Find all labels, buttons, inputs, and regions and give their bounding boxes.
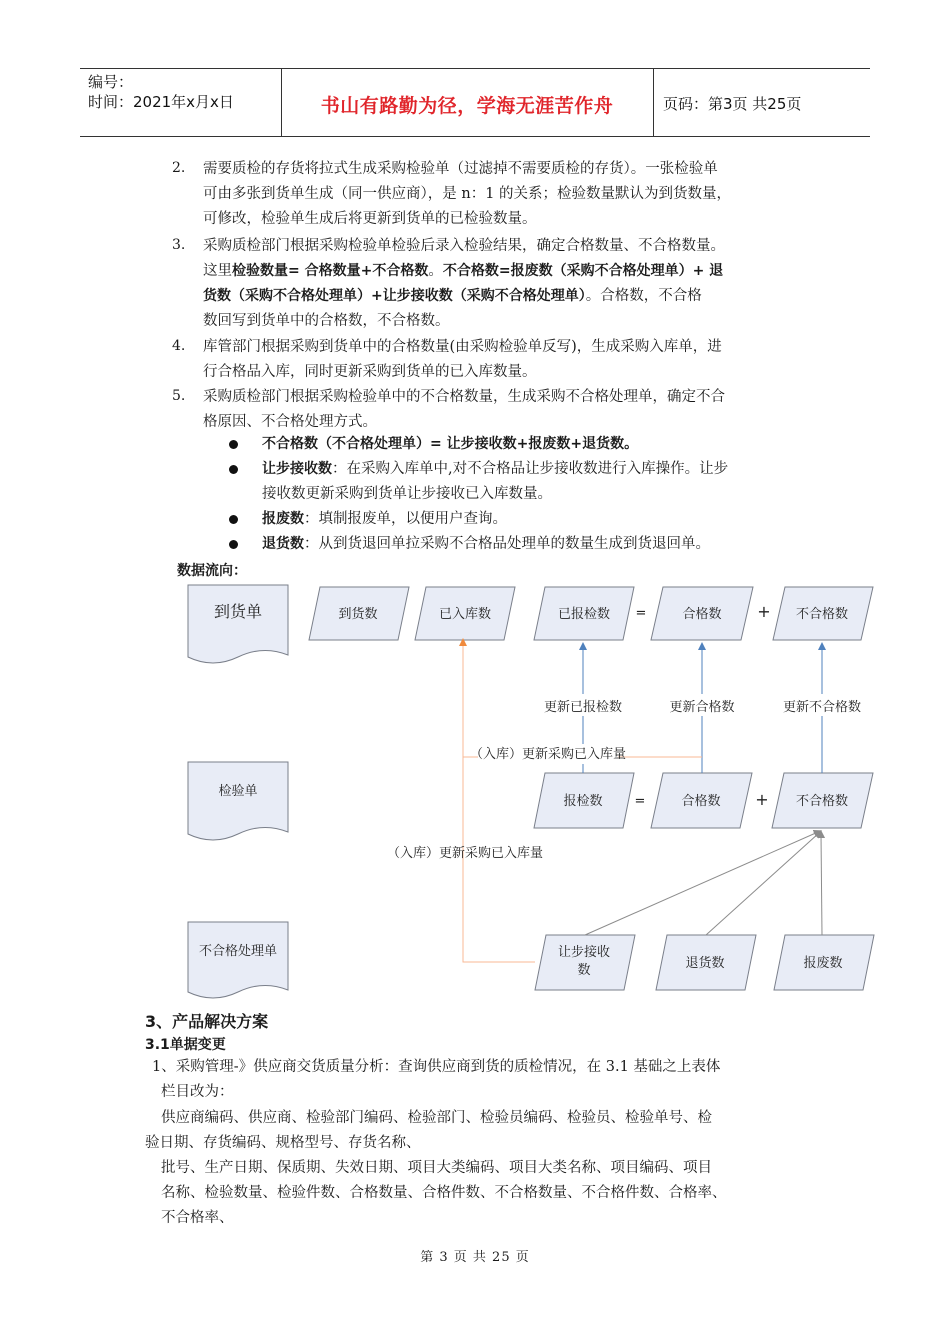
item-2-line-3: 可修改，检验单生成后将更新到货单的已检验数量。	[203, 211, 537, 227]
bold-formula: 不合格数（不合格处理单）= 让步接收数+报废数+退货数。	[262, 436, 639, 452]
row3-label-part: 数	[577, 963, 591, 978]
doc-time-label: 时间：2021年x月x日	[88, 93, 234, 111]
doc-nonconform-shape	[188, 922, 288, 998]
bullet-2-cont: 接收数更新采购到货单让步接收已入库数量。	[262, 486, 552, 502]
section3-para1-line2: 栏目改为：	[161, 1084, 234, 1100]
bold-formula: 不合格数=报废数（采购不合格处理单）+ 退	[442, 263, 724, 279]
text: ：填制报废单，以便用户查询。	[304, 511, 507, 527]
page-footer: 第 3 页 共 25 页	[420, 1250, 530, 1265]
row1-label: 已报检数	[557, 607, 611, 622]
subsection-title: 3.1单据变更	[145, 1037, 226, 1053]
doc-arrival-shape	[188, 585, 288, 663]
doc-code-label: 编号：	[88, 73, 134, 91]
arrow-return-to-unqualified	[706, 833, 819, 935]
row2-unqualified-qty	[772, 773, 873, 828]
row2-plus: +	[755, 790, 769, 809]
row3-concession-qty	[535, 935, 635, 990]
row2-equals: =	[634, 794, 646, 809]
bold-formula: 检验数量= 合格数量+不合格数	[232, 263, 429, 279]
item-number: 2.	[172, 160, 186, 176]
row3-scrap-qty	[774, 935, 874, 990]
row2-reported-qty	[534, 773, 634, 828]
text: 。	[428, 263, 443, 279]
row1-reported-qty	[534, 587, 634, 640]
doc-arrival-label: 到货单	[213, 602, 263, 621]
item-4-line-1: 库管部门根据采购到货单中的合格数量(由采购检验单反写)，生成采购入库单，进	[203, 339, 722, 355]
text: ：在采购入库单中,对不合格品让步接收数进行入库操作。让步	[332, 461, 729, 477]
row1-label: 到货数	[338, 607, 378, 622]
section3-para2-line1: 供应商编码、供应商、检验部门编码、检验部门、检验员编码、检验员、检验单号、检	[161, 1110, 712, 1126]
inbound-label-lower: （入库）更新采购已入库量	[386, 846, 544, 861]
motto-text: 书山有路勤为径，学海无涯苦作舟	[320, 95, 614, 117]
row2-label: 合格数	[681, 794, 721, 809]
section3-para2-line2: 验日期、存货编码、规格型号、存货名称、	[145, 1135, 421, 1151]
item-5-line-1: 采购质检部门根据采购检验单中的不合格数量，生成采购不合格处理单，确定不合	[203, 389, 725, 405]
row1-unqualified-qty	[773, 587, 873, 640]
row1-equals: =	[635, 606, 647, 621]
bold-term: 退货数	[262, 536, 304, 552]
row1-arrival-qty	[309, 587, 409, 640]
row3-label: 退货数	[685, 956, 725, 971]
section3-para3-line2: 名称、检验数量、检验件数、合格数量、合格件数、不合格数量、不合格件数、合格率、	[161, 1185, 727, 1201]
section3-para3-line1: 批号、生产日期、保质期、失效日期、项目大类编码、项目大类名称、项目编码、项目	[161, 1160, 712, 1176]
row3-return-qty	[656, 935, 756, 990]
update-label: 更新已报检数	[543, 700, 623, 715]
item-3-line-4: 数回写到货单中的合格数，不合格数。	[203, 313, 450, 329]
update-label: 更新合格数	[669, 700, 735, 715]
doc-inspection-shape	[188, 762, 288, 840]
item-number: 5.	[172, 388, 186, 404]
item-2-line-2: 可由多张到货单生成（同一供应商），是 n：1 的关系；检验数量默认为到货数量，	[203, 186, 732, 202]
bold-term: 让步接收数	[262, 461, 332, 477]
row3-label: 报废数	[803, 956, 843, 971]
item-number: 3.	[172, 237, 186, 253]
flow-title: 数据流向：	[177, 563, 247, 579]
row1-stocked-qty	[415, 587, 515, 640]
item-5-line-2: 格原因、不合格处理方式。	[203, 414, 377, 430]
row3-label-part: 让步接收	[557, 945, 611, 960]
item-number: 4.	[172, 338, 186, 354]
item-2-line-1: 需要质检的存货将拉式生成采购检验单（过滤掉不需要质检的存货）。一张检验单	[203, 161, 718, 177]
page-number-label: 页码：第3页 共25页	[663, 95, 802, 113]
arrow-scrap-to-unqualified	[821, 834, 822, 935]
section3-para1-line1: 1、采购管理-》供应商交货质量分析：查询供应商到货的质检情况，在 3.1 基础之上表体	[152, 1059, 721, 1075]
inbound-label-upper: （入库）更新采购已入库量	[469, 747, 627, 762]
row2-label: 不合格数	[795, 794, 849, 809]
row1-label: 不合格数	[795, 607, 849, 622]
row1-plus: +	[757, 602, 771, 621]
doc-inspection-label: 检验单	[218, 784, 258, 799]
row2-label: 报检数	[563, 794, 603, 809]
row2-qualified-qty	[651, 773, 752, 828]
section3-para3-line3: 不合格率、	[161, 1210, 234, 1226]
section-title: 3、产品解决方案	[145, 1012, 269, 1031]
row1-label: 已入库数	[438, 607, 492, 622]
bold-term: 报废数	[262, 511, 304, 527]
row1-label: 合格数	[682, 607, 722, 622]
doc-nonconform-label: 不合格处理单	[198, 944, 278, 959]
item-4-line-2: 行合格品入库，同时更新采购到货单的已入库数量。	[203, 364, 537, 380]
text: 。合格数，不合格	[585, 288, 702, 304]
update-label: 更新不合格数	[782, 700, 862, 715]
row1-qualified-qty	[651, 587, 753, 640]
text: 这里	[203, 263, 232, 279]
text: ：从到货退回单拉采购不合格品处理单的数量生成到货退回单。	[304, 536, 710, 552]
bold-formula: 货数（采购不合格处理单）+让步接收数（采购不合格处理单）	[203, 288, 586, 304]
arrow-concession-to-unqualified	[585, 832, 818, 935]
item-3-line-1: 采购质检部门根据采购检验单检验后录入检验结果，确定合格数量、不合格数量。	[203, 238, 725, 254]
